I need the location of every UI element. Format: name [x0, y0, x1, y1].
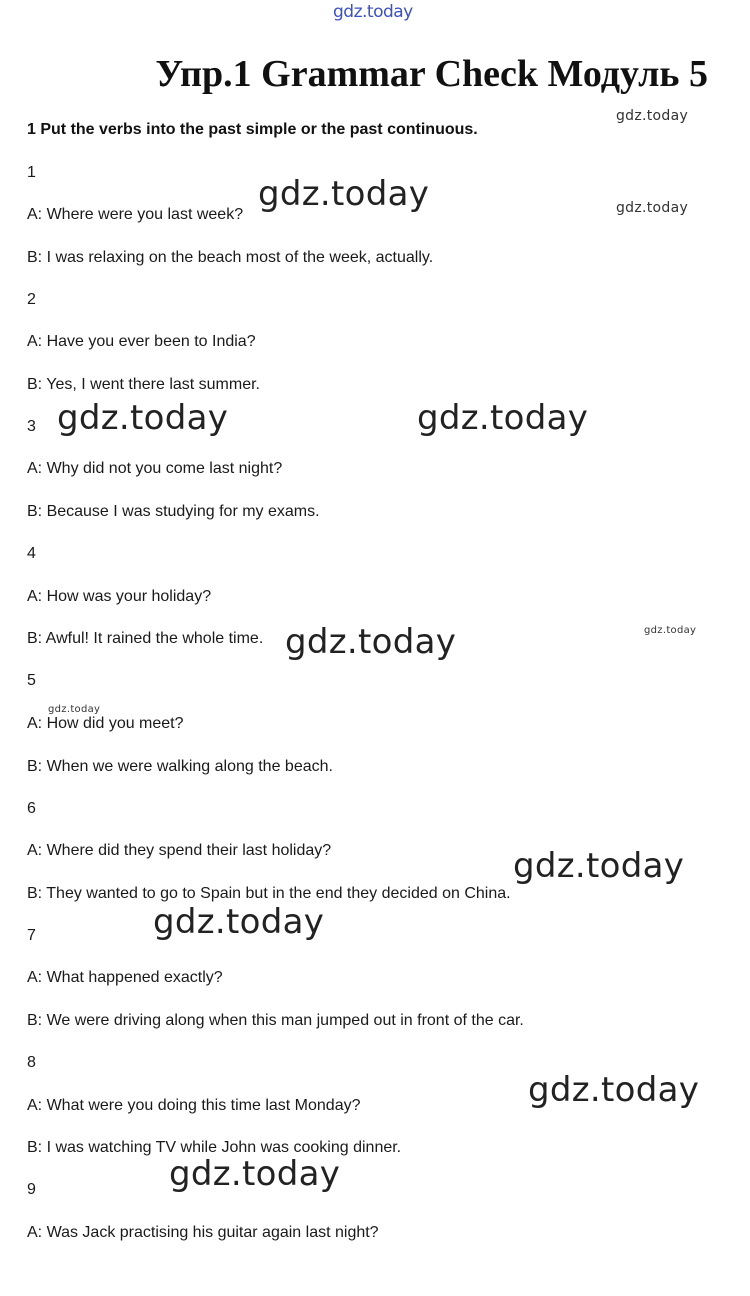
- item-number: 8: [27, 1054, 36, 1071]
- answer-line: B: We were driving along when this man jumped out in front of the car.: [27, 1012, 524, 1029]
- watermark: gdz.today: [644, 625, 697, 636]
- answer-line: B: Awful! It rained the whole time.: [27, 630, 264, 647]
- watermark: gdz.today: [153, 902, 325, 942]
- item-number: 9: [27, 1181, 36, 1198]
- watermark: gdz.today: [169, 1154, 341, 1194]
- item-number: 1: [27, 164, 36, 181]
- question-line: A: What were you doing this time last Monday?: [27, 1097, 361, 1114]
- item-number: 3: [27, 418, 36, 435]
- question-line: A: How was your holiday?: [27, 588, 212, 605]
- watermark: gdz.today: [48, 704, 101, 715]
- watermark: gdz.today: [513, 846, 685, 886]
- item-number: 5: [27, 672, 36, 689]
- answer-line: B: I was watching TV while John was cooking dinner.: [27, 1139, 402, 1156]
- watermark: gdz.today: [417, 398, 589, 438]
- question-line: A: Where were you last week?: [27, 206, 244, 223]
- question-line: A: Why did not you come last night?: [27, 460, 283, 477]
- watermark: gdz.today: [57, 398, 229, 438]
- item-number: 4: [27, 545, 36, 562]
- exercise-instruction: 1 Put the verbs into the past simple or the past continuous.: [27, 121, 478, 138]
- question-line: A: Have you ever been to India?: [27, 333, 256, 350]
- item-number: 6: [27, 800, 36, 817]
- question-line: A: How did you meet?: [27, 715, 184, 732]
- item-number: 2: [27, 291, 36, 308]
- question-line: A: Where did they spend their last holiday?: [27, 842, 332, 859]
- item-number: 7: [27, 927, 36, 944]
- question-line: A: What happened exactly?: [27, 969, 223, 986]
- answer-line: B: Because I was studying for my exams.: [27, 503, 320, 520]
- watermark: gdz.today: [285, 622, 457, 662]
- header-watermark: gdz.today: [333, 2, 413, 22]
- answer-line: B: They wanted to go to Spain but in the end they decided on China.: [27, 885, 511, 902]
- watermark: gdz.today: [258, 174, 430, 214]
- watermark: gdz.today: [616, 200, 689, 216]
- watermark: gdz.today: [616, 108, 689, 124]
- page-title: Упр.1 Grammar Check Модуль 5: [155, 53, 708, 95]
- answer-line: B: I was relaxing on the beach most of the week, actually.: [27, 249, 434, 266]
- answer-line: B: When we were walking along the beach.: [27, 758, 333, 775]
- question-line: A: Was Jack practising his guitar again last night?: [27, 1224, 379, 1241]
- answer-line: B: Yes, I went there last summer.: [27, 376, 260, 393]
- watermark: gdz.today: [528, 1070, 700, 1110]
